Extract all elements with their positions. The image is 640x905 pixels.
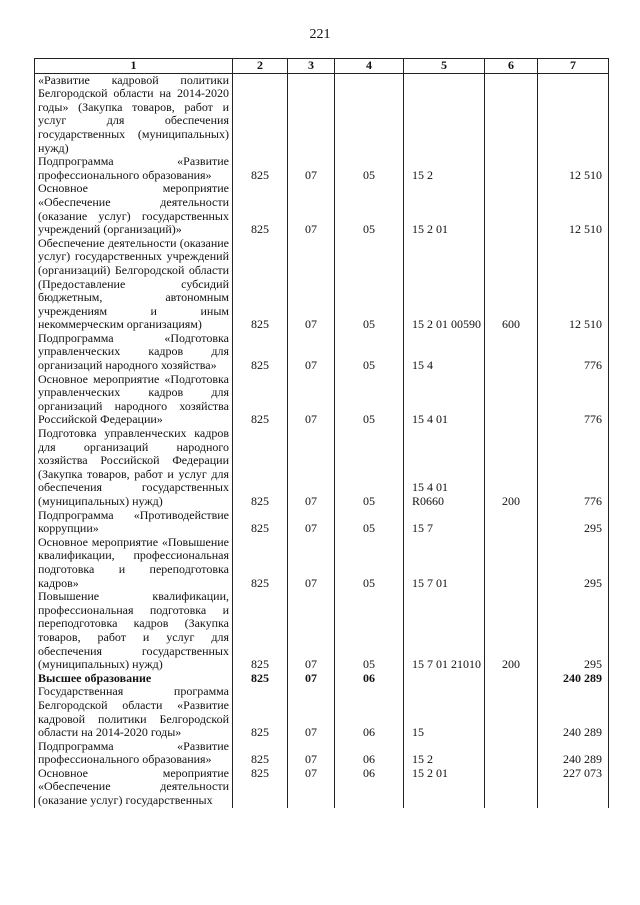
ved-code-cell	[233, 73, 288, 155]
ved-code-cell: 825	[233, 332, 288, 373]
expense-type-cell: 200	[485, 427, 538, 509]
section-code-cell: 07	[288, 427, 335, 509]
ved-code-cell: 825	[233, 767, 288, 808]
expense-type-cell	[485, 182, 538, 236]
subsection-code-cell: 05	[335, 590, 404, 672]
row-name-cell: Подпрограмма «Развитие профессионального образования»	[35, 155, 233, 182]
ved-code-cell: 825	[233, 427, 288, 509]
subsection-code-cell: 05	[335, 536, 404, 590]
section-code-cell: 07	[288, 182, 335, 236]
ved-code-cell: 825	[233, 672, 288, 686]
section-code-cell: 07	[288, 672, 335, 686]
table-row	[35, 155, 609, 182]
subsection-code-cell: 06	[335, 767, 404, 808]
target-article-cell: 15 2 01 00590	[404, 237, 485, 332]
amount-cell: 295	[538, 536, 609, 590]
table-row	[35, 373, 609, 427]
amount-cell: 12 510	[538, 237, 609, 332]
table-row	[35, 182, 609, 236]
row-name-cell: Основное мероприятие «Обеспечение деятельности (оказание услуг) государственных	[35, 767, 233, 808]
ved-code-cell: 825	[233, 740, 288, 767]
amount-cell: 295	[538, 590, 609, 672]
ved-code-cell: 825	[233, 373, 288, 427]
ved-code-cell: 825	[233, 509, 288, 536]
row-name-cell: Государственная программа Белгородской области «Развитие кадровой политики Белгородской области на 2014-2020 годы»	[35, 685, 233, 739]
ved-code-cell: 825	[233, 685, 288, 739]
budget-table	[34, 58, 609, 808]
target-article-cell	[404, 672, 485, 686]
ved-code-cell: 825	[233, 155, 288, 182]
column-header: 4	[335, 59, 404, 74]
amount-cell	[538, 73, 609, 155]
section-code-cell: 07	[288, 237, 335, 332]
row-name-cell: «Развитие кадровой политики Белгородской области на 2014-2020 годы» (Закупка товаров, работ и услуг для обеспечения государственных (муниципальных) нужд)	[35, 73, 233, 155]
row-name-cell: Основное мероприятие «Подготовка управленческих кадров для организаций народного хозяйства Российской Федерации»	[35, 373, 233, 427]
subsection-code-cell	[335, 73, 404, 155]
amount-cell: 240 289	[538, 740, 609, 767]
table-row	[35, 672, 609, 686]
section-code-cell: 07	[288, 767, 335, 808]
target-article-cell: 15 2 01	[404, 767, 485, 808]
subsection-code-cell: 05	[335, 373, 404, 427]
column-header: 2	[233, 59, 288, 74]
expense-type-cell	[485, 509, 538, 536]
table-row	[35, 509, 609, 536]
table-row	[35, 740, 609, 767]
subsection-code-cell: 06	[335, 672, 404, 686]
target-article-cell: 15 2	[404, 155, 485, 182]
column-header: 7	[538, 59, 609, 74]
expense-type-cell	[485, 332, 538, 373]
section-code-cell: 07	[288, 740, 335, 767]
section-code-cell: 07	[288, 509, 335, 536]
subsection-code-cell: 06	[335, 685, 404, 739]
table-row	[35, 332, 609, 373]
row-name-cell: Основное мероприятие «Повышение квалификации, профессиональная подготовка и переподготовка кадров»	[35, 536, 233, 590]
ved-code-cell: 825	[233, 590, 288, 672]
target-article-cell: 15 4 01	[404, 373, 485, 427]
target-article-cell: 15 7 01 21010	[404, 590, 485, 672]
expense-type-cell	[485, 73, 538, 155]
ved-code-cell: 825	[233, 182, 288, 236]
section-code-cell: 07	[288, 332, 335, 373]
subsection-code-cell: 05	[335, 332, 404, 373]
section-code-cell: 07	[288, 685, 335, 739]
expense-type-cell: 600	[485, 237, 538, 332]
subsection-code-cell: 05	[335, 237, 404, 332]
expense-type-cell: 200	[485, 590, 538, 672]
section-code-cell: 07	[288, 536, 335, 590]
column-header: 5	[404, 59, 485, 74]
target-article-cell: 15 7	[404, 509, 485, 536]
target-article-cell: 15 2 01	[404, 182, 485, 236]
subsection-code-cell: 05	[335, 427, 404, 509]
target-article-cell: 15	[404, 685, 485, 739]
amount-cell: 776	[538, 373, 609, 427]
ved-code-cell: 825	[233, 536, 288, 590]
table-row	[35, 590, 609, 672]
amount-cell: 240 289	[538, 672, 609, 686]
section-code-cell: 07	[288, 155, 335, 182]
amount-cell: 12 510	[538, 182, 609, 236]
amount-cell: 12 510	[538, 155, 609, 182]
table-row	[35, 237, 609, 332]
expense-type-cell	[485, 155, 538, 182]
target-article-cell: 15 7 01	[404, 536, 485, 590]
subsection-code-cell: 05	[335, 155, 404, 182]
header-row	[35, 59, 609, 74]
subsection-code-cell: 06	[335, 740, 404, 767]
column-header: 6	[485, 59, 538, 74]
target-article-cell: 15 2	[404, 740, 485, 767]
column-header: 3	[288, 59, 335, 74]
row-name-cell: Подпрограмма «Развитие профессионального образования»	[35, 740, 233, 767]
row-name-cell: Высшее образование	[35, 672, 233, 686]
amount-cell: 240 289	[538, 685, 609, 739]
table-row	[35, 767, 609, 808]
table-row	[35, 73, 609, 155]
page-number: 221	[309, 27, 331, 42]
amount-cell: 776	[538, 427, 609, 509]
subsection-code-cell: 05	[335, 509, 404, 536]
table-row	[35, 536, 609, 590]
section-code-cell: 07	[288, 590, 335, 672]
section-code-cell: 07	[288, 373, 335, 427]
target-article-cell: 15 4 01 R0660	[404, 427, 485, 509]
table-row	[35, 427, 609, 509]
row-name-cell: Подпрограмма «Противодействие коррупции»	[35, 509, 233, 536]
amount-cell: 776	[538, 332, 609, 373]
target-article-cell: 15 4	[404, 332, 485, 373]
section-code-cell	[288, 73, 335, 155]
row-name-cell: Подпрограмма «Подготовка управленческих кадров для организаций народного хозяйства»	[35, 332, 233, 373]
expense-type-cell	[485, 685, 538, 739]
subsection-code-cell: 05	[335, 182, 404, 236]
table-row	[35, 685, 609, 739]
amount-cell: 295	[538, 509, 609, 536]
column-header: 1	[35, 59, 233, 74]
row-name-cell: Повышение квалификации, профессиональная подготовка и переподготовка кадров (Закупка товаров, работ и услуг для обеспечения государственных (муниципальных) нужд)	[35, 590, 233, 672]
expense-type-cell	[485, 740, 538, 767]
row-name-cell: Основное мероприятие «Обеспечение деятельности (оказание услуг) государственных учреждений (организаций)»	[35, 182, 233, 236]
table-body	[35, 73, 609, 808]
expense-type-cell	[485, 672, 538, 686]
row-name-cell: Обеспечение деятельности (оказание услуг) государственных учреждений (организаций) Белгородской области (Предоставление субсидий бюджетным, автономным учреждениям и иным некоммерческим организациям)	[35, 237, 233, 332]
expense-type-cell	[485, 536, 538, 590]
target-article-cell	[404, 73, 485, 155]
expense-type-cell	[485, 373, 538, 427]
expense-type-cell	[485, 767, 538, 808]
amount-cell: 227 073	[538, 767, 609, 808]
ved-code-cell: 825	[233, 237, 288, 332]
row-name-cell: Подготовка управленческих кадров для организаций народного хозяйства Российской Федерации (Закупка товаров, работ и услуг для обеспечения государственных (муниципальных) нужд)	[35, 427, 233, 509]
